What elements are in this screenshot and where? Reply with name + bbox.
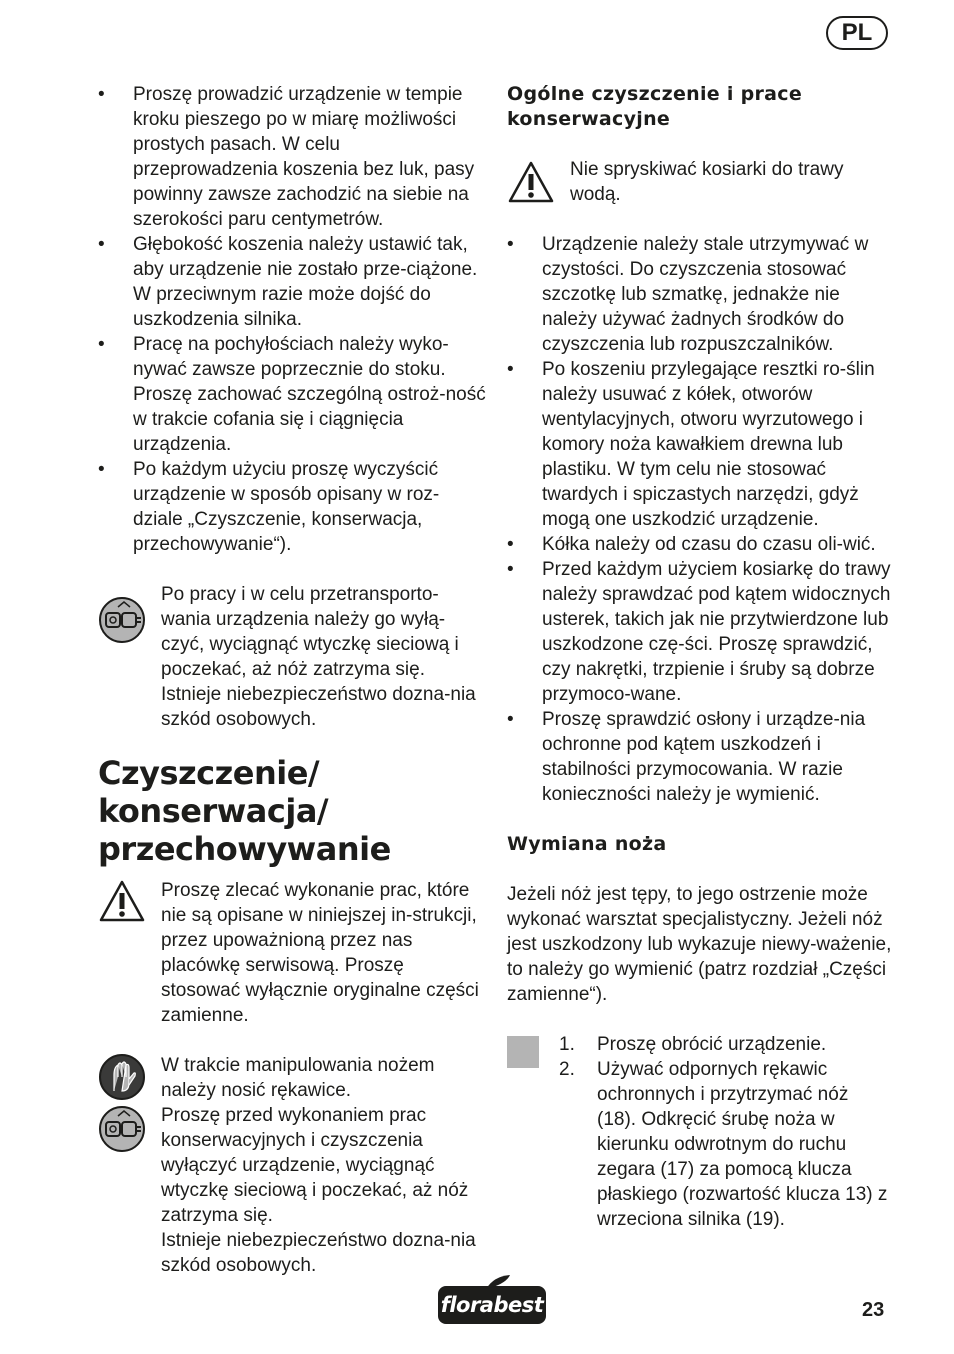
warning-text: Proszę zlecać wykonanie prac, które nie są opisane w niniejszej in-strukcji, przez upoważnioną przez nas placówkę serwisową. Proszę stosować wyłącznie oryginalne części zamienne. (161, 880, 479, 1026)
step-text: Używać odpornych rękawic ochronnych i przytrzymać nóż (18). Odkręcić śrubę noża w kierunku odwrotnym do ruchu zegara (17) za pomocą klucza płaskiego (rozwartość klucza 13) z wrzeciona silnika (19). (597, 1059, 888, 1230)
blade-steps (507, 1032, 892, 1232)
gloves-text: W trakcie manipulowania nożem należy nosić rękawice. (161, 1055, 435, 1101)
unplug-icon (98, 1105, 146, 1153)
language-badge: PL (826, 16, 888, 50)
bullet-marker: • (98, 334, 105, 355)
bullet-marker: • (98, 234, 105, 255)
brand-logo (438, 1286, 546, 1324)
unplug-text: Proszę przed wykonaniem prac konserwacyjnych i czyszczenia wyłączyć urządzenie, wyciągnąć wtyczkę sieciową i poczekać, aż nóż zatrzyma się. (161, 1105, 469, 1226)
list-item-text: Pracę na pochyłościach należy wyko-nywać zawsze poprzecznie do stoku. Proszę zachować szczególną ostroż-ność w trakcie cofania się i ciągnięcia urządzenia. (133, 334, 486, 455)
list-item-text: Proszę prowadzić urządzenie w tempie kroku pieszego po w miarę możliwości prostych pasach. W celu przeprowadzenia koszenia bez luk, pasy powinny zawsze zachodzić na siebie na szerokości paru centymetrów. (133, 84, 475, 230)
list-item (507, 1057, 892, 1232)
bullet-marker: • (98, 84, 105, 105)
step-number: 2. (559, 1059, 575, 1080)
leaf-icon (484, 1274, 512, 1290)
danger-text: Istnieje niebezpieczeństwo dozna-nia szkód osobowych. (161, 1230, 476, 1276)
water-warning-notice (507, 157, 892, 207)
left-column (98, 82, 486, 1278)
blade-section-title: Wymiana noża (507, 833, 667, 855)
warning-notice (98, 878, 486, 1028)
bullet-marker: • (507, 534, 514, 555)
bullet-marker: • (507, 559, 514, 580)
blade-intro-text: Jeżeli nóż jest tępy, to jego ostrzenie może wykonać warsztat specjalistyczny. Jeżeli nóż jest uszkodzony lub wykazuje niewy-ważenie, to należy go wymienić (patrz rozdział „Części zamienne“). (507, 884, 892, 1005)
list-item (507, 707, 892, 807)
bullet-marker: • (507, 709, 514, 730)
list-item (507, 557, 892, 707)
water-warning-text: Nie spryskiwać kosiarki do trawy wodą. (570, 159, 844, 205)
list-item (507, 357, 892, 532)
list-item-text: Kółka należy od czasu do czasu oli-wić. (542, 534, 876, 555)
usage-bullet-list (98, 82, 486, 557)
list-item-text: Przed każdym użyciem kosiarkę do trawy należy sprawdzać pod kątem widocznych usterek, takich jak nie przytwierdzone lub uszkodzone czę-ści. Proszę sprawdzić, czy nakrętki, trzpienie i śruby są dobrze przymoco-wane. (542, 559, 891, 705)
page-number: 23 (862, 1299, 885, 1321)
list-item-text: Urządzenie należy stale utrzymywać w czystości. Do czyszczenia stosować szczotkę lub szmatkę, jednakże nie należy używać żadnych środków do czyszczenia lub rozpuszczalników. (542, 234, 869, 355)
section-title-line: konserwacja/ (98, 792, 329, 830)
bullet-marker: • (98, 459, 105, 480)
section-title-line: Czyszczenie/ (98, 754, 320, 792)
list-item (507, 1032, 892, 1057)
list-item (507, 232, 892, 357)
bullet-marker: • (507, 359, 514, 380)
unplug-icon (98, 596, 146, 644)
list-item (98, 457, 486, 557)
list-item-text: Po każdym użyciu proszę wyczyścić urządzenie w sposób opisany w roz-dziale „Czyszczenie, konserwacja, przechowywanie“). (133, 459, 440, 555)
bullet-marker: • (507, 234, 514, 255)
right-column (507, 82, 892, 1232)
warning-triangle-icon (507, 159, 555, 207)
maintenance-unplug-notice (98, 1103, 486, 1278)
gloves-icon (98, 1053, 146, 1101)
steps-list (507, 1032, 892, 1232)
warning-triangle-icon (98, 878, 146, 926)
gloves-notice (98, 1053, 486, 1103)
list-item-text: Głębokość koszenia należy ustawić tak, aby urządzenie nie zostało prze-ciążone. W przeciwnym razie może dojść do uszkodzenia silnika. (133, 234, 478, 330)
step-number: 1. (559, 1034, 575, 1055)
list-item (98, 332, 486, 457)
section-title-line: przechowywanie (98, 830, 391, 868)
list-item (98, 232, 486, 332)
section-title (98, 754, 486, 868)
list-item (507, 532, 892, 557)
unplug-notice-text: Po pracy i w celu przetransporto-wania urządzenia należy go wyłą-czyć, wyciągnąć wtyczkę sieciową i poczekać, aż nóż zatrzyma się. Istnieje niebezpieczeństwo dozna-nia szkód osobowych. (161, 584, 476, 730)
brand-logo-text: florabest (440, 1293, 544, 1317)
step-text: Proszę obrócić urządzenie. (597, 1034, 827, 1055)
list-item-text: Proszę sprawdzić osłony i urządze-nia ochronne pod kątem uszkodzeń i stabilności przymocowania. W razie konieczności należy je wymienić. (542, 709, 866, 805)
cleaning-bullet-list (507, 232, 892, 807)
list-item-text: Po koszeniu przylegające resztki ro-ślin należy usuwać z kółek, otworów wentylacyjnych, otworu wyrzutowego i komory noża kawałkiem drewna lub plastiku. W tym celu nie stosować twardych i spiczastych narzędzi, gdyż mogą one uszkodzić urządzenie. (542, 359, 875, 530)
cleaning-section-title: Ogólne czyszczenie i prace konserwacyjne (507, 83, 803, 130)
list-item (98, 82, 486, 232)
unplug-notice (98, 582, 486, 732)
